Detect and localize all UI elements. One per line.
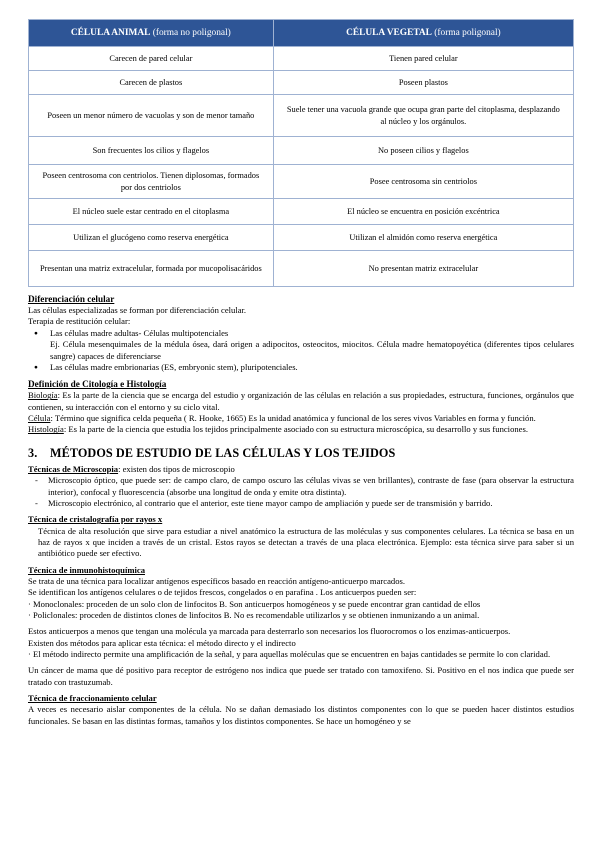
list-item: - Microscopio electrónico, al contrario que el anterior, este tiene mayor campo de ampliación y puede ser de transmisión y barrido. [48, 498, 574, 509]
inmuno-line: Se identifican los antígenos celulares o de tejidos frescos, congelados o en parafina . Los anticuerpos pueden ser: [28, 587, 417, 598]
definicion-heading: Definición de Citología e Histología [28, 379, 167, 390]
table-row [29, 47, 574, 71]
inmuno-heading: Técnica de inmunohistoquímica [28, 564, 145, 575]
section-number: 3. [28, 445, 38, 460]
microscopia-list [28, 475, 574, 509]
fraccionamiento-text: A veces es necesario aislar componentes de la célula. No se dañan demasiado los distintos componentes con lo que se pueden hacer distintos estudios funcionales. Se basan en las distintas formas, tamaños y los distintos componentes. Se hace un homogéneo y se [28, 704, 574, 726]
cell-vegetal: Suele tener una vacuola grande que ocupa gran parte del citoplasma, desplazando al núcleo y los orgánulos. [273, 95, 573, 137]
bullet-embrionarias: Las células madre embrionarias (ES, embryonic stem), pluripotenciales. [50, 361, 298, 372]
cell-animal: Son frecuentes los cilios y flagelos [29, 137, 274, 165]
comparison-table [28, 19, 574, 287]
diferenciacion-heading: Diferenciación celular [28, 294, 115, 304]
inmuno-line: Existen dos métodos para aplicar esta técnica: el método directo y el indirecto [28, 637, 296, 648]
inmuno-line: Estos anticuerpos a menos que tengan una molécula ya marcada para desterrarlo son necesarios los fluorocromos o los enzimas-anticuerpos. [28, 626, 511, 637]
cell-vegetal: No presentan matriz extracelular [273, 251, 573, 287]
header-vegetal-title: CÉLULA VEGETAL [346, 27, 432, 38]
list-item [50, 328, 574, 362]
cell-animal: Poseen centrosoma con centriolos. Tienen diplosomas, formados por dos centriolos [29, 165, 274, 199]
bullet-adultas: Las células madre adultas- Células multipotenciales [50, 327, 229, 338]
cell-animal: Utilizan el glucógeno como reserva energética [29, 225, 274, 251]
table-row [29, 199, 574, 225]
section-title-text: MÉTODOS DE ESTUDIO DE LAS CÉLULAS Y LOS TEJIDOS [50, 445, 396, 460]
table-row [29, 225, 574, 251]
diferenciacion-line: Las células especializadas se forman por diferenciación celular. [28, 305, 247, 316]
microscopia-term: Técnicas de Microscopia [28, 463, 119, 474]
header-vegetal [273, 20, 573, 47]
header-animal-title: CÉLULA ANIMAL [70, 27, 151, 38]
text-histologia: : Es la parte de la ciencia que estudia los tejidos principalmente asociado con su estructura microscópica, su desarrollo y sus funciones. [63, 424, 528, 435]
cell-vegetal: Poseen plastos [273, 71, 573, 95]
page [0, 19, 600, 867]
cell-vegetal: Utilizan el almidón como reserva energética [273, 225, 573, 251]
list-item: - Microscopio óptico, que puede ser: de campo claro, de campo oscuro las células vivas se ven brillantes), contraste de fase (para observar la estructura interior), confocal y fluorescencia (absorbe una longitud de onda y emite otra distinta). [48, 475, 574, 498]
table-header-row [29, 20, 574, 47]
bullet-adultas-example: Ej. Célula mesenquimales de la médula ósea, dará origen a adipocitos, osteocitos, miocitos. Célula madre hematopoyética (diferentes tipos celulares sangre) capaces de diferenciarse [50, 339, 574, 361]
celulas-madre-list [28, 328, 574, 373]
cell-animal: Carecen de pared celular [29, 47, 274, 71]
def-histologia [28, 424, 574, 435]
term-biologia: Biología [28, 390, 58, 401]
inmuno-ejemplo: Un cáncer de mama que dé positivo para receptor de estrógeno nos indica que puede ser tratado con tamoxifeno. Si. Positivo en el nos indica que puede ser tratado con trastuzumab. [28, 665, 574, 687]
cell-vegetal: Posee centrosoma sin centriolos [273, 165, 573, 199]
def-biologia [28, 390, 574, 413]
table-row [29, 251, 574, 287]
microscopia-text: : existen dos tipos de microscopio [118, 463, 235, 474]
list-item [50, 362, 574, 373]
header-animal-note: (forma no poligonal) [152, 27, 231, 38]
inmuno-policlonales: · Policlonales: proceden de distintos clones de linfocitos B. No es recomendable utilizarlos y se obtienen inmunizando a un animal. [28, 609, 480, 620]
cell-animal: Poseen un menor número de vacuolas y son de menor tamaño [29, 95, 274, 137]
header-animal [29, 20, 274, 47]
text-celula: : Término que significa celda pequeña ( R. Hooke, 1665) Es la unidad anatómica y funcional de los seres vivos Variables en forma y función. [50, 413, 536, 424]
terapia-label: Terapia de restitución celular: [28, 316, 131, 327]
cell-animal: Carecen de plastos [29, 71, 274, 95]
cell-animal: Presentan una matriz extracelular, formada por mucopolisacáridos [29, 251, 274, 287]
def-celula [28, 413, 574, 424]
cell-vegetal: Tienen pared celular [273, 47, 573, 71]
table-row [29, 165, 574, 199]
inmuno-monoclonales: · Monoclonales: proceden de un solo clon de linfocitos B. Son anticuerpos homogéneos y se puede encontrar gran cantidad de ellos [28, 598, 481, 609]
inmuno-indirecto: · El método indirecto permite una amplificación de la señal, y para aquellas moléculas que se encuentren en bajas cantidades se permite lo con claridad. [28, 648, 551, 659]
table-row [29, 137, 574, 165]
microscopia-intro [28, 464, 574, 475]
header-vegetal-note: (forma poligonal) [434, 27, 501, 38]
rayos-text: Técnica de alta resolución que sirve para estudiar a nivel anatómico la estructura de las moléculas y sus componentes celulares. La técnica se basa en un haz de rayos x que inciden a través de un cristal. Estos rayos se detectan a través de una placa electrónica. Ejemplo: esta técnica sirve para saber si un antibiótico puede ser efectivo. [38, 525, 574, 559]
term-celula: Célula [28, 413, 51, 424]
section-3-title [28, 445, 574, 461]
table-row [29, 95, 574, 137]
table-row [29, 71, 574, 95]
cell-vegetal: El núcleo se encuentra en posición excéntrica [273, 199, 573, 225]
rayos-heading: Técnica de cristalografía por rayos x [28, 514, 163, 525]
cell-animal: El núcleo suele estar centrado en el citoplasma [29, 199, 274, 225]
cell-vegetal: No poseen cilios y flagelos [273, 137, 573, 165]
fraccionamiento-heading: Técnica de fraccionamiento celular [28, 693, 157, 703]
text-biologia: : Es la parte de la ciencia que se encarga del estudio y organización de las células en relación a sus propiedades, estructura, funciones, orgánulos que contienen, su interacción con el entorno y su ciclo vital. [28, 390, 574, 412]
term-histologia: Histología [28, 424, 64, 435]
inmuno-line: Se trata de una técnica para localizar antígenos específicos basado en reacción antígeno-anticuerpo marcados. [28, 575, 405, 586]
